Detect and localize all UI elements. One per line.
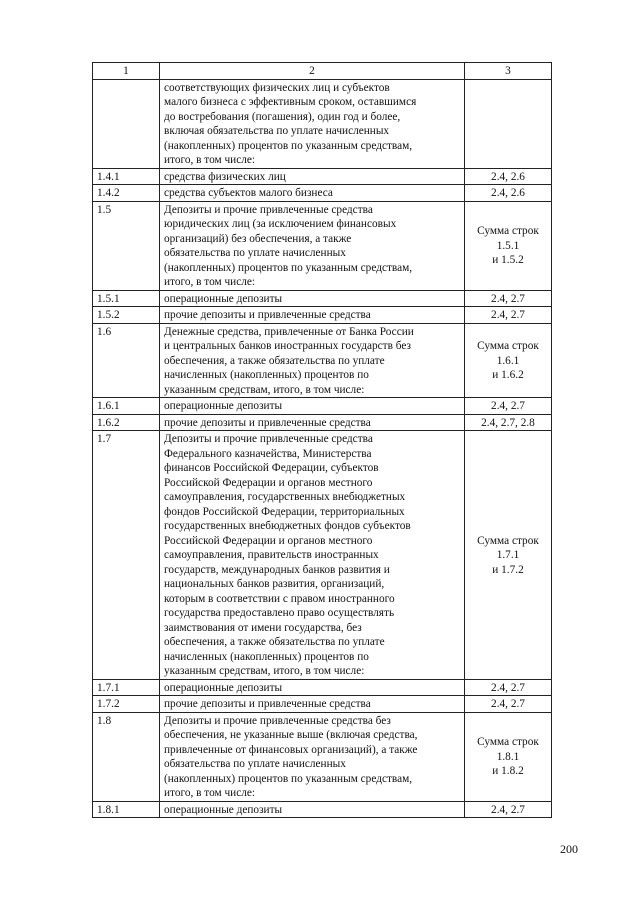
row-description: операционные депозиты bbox=[160, 679, 465, 696]
row-description: средства субъектов малого бизнеса bbox=[160, 185, 465, 202]
row-number bbox=[93, 79, 160, 168]
row-number: 1.7 bbox=[93, 431, 160, 680]
row-description: средства физических лиц bbox=[160, 168, 465, 185]
page-number: 200 bbox=[560, 842, 578, 856]
row-reference: 2.4, 2.6 bbox=[465, 168, 552, 185]
row-reference: Сумма строк 1.8.1 и 1.8.2 bbox=[465, 712, 552, 801]
row-description: Депозиты и прочие привлеченные средства Федерального казначейства, Министерства финансов Российской Федерации, субъектов Российской Федерации и органов местного самоуправления, государственных внебюджетных фондов Российской Федерации, территориальных государственных внебюджетных фондов субъектов Российской Федерации и органов местного самоуправления, правительств иностранных государств, международных банков развития и национальных банков развития, организаций, которым в соответствии с правом иностранного государства предоставлено право осуществлять заимствования от имени государства, без обеспечения, а также обязательства по уплате начисленных (накопленных) процентов по указанным средствам, итого, в том числе: bbox=[160, 431, 465, 680]
table-row bbox=[93, 79, 552, 168]
row-number: 1.8 bbox=[93, 712, 160, 801]
row-number: 1.6.2 bbox=[93, 414, 160, 431]
row-number: 1.5 bbox=[93, 201, 160, 290]
row-number: 1.6.1 bbox=[93, 398, 160, 415]
table-row bbox=[93, 307, 552, 324]
table-row bbox=[93, 801, 552, 818]
row-number: 1.7.1 bbox=[93, 679, 160, 696]
table-row bbox=[93, 696, 552, 713]
row-reference: 2.4, 2.7, 2.8 bbox=[465, 414, 552, 431]
table-row bbox=[93, 290, 552, 307]
row-reference: Сумма строк 1.6.1 и 1.6.2 bbox=[465, 323, 552, 398]
row-reference: 2.4, 2.7 bbox=[465, 696, 552, 713]
row-reference: 2.4, 2.7 bbox=[465, 307, 552, 324]
document-table bbox=[92, 62, 552, 818]
row-number: 1.5.1 bbox=[93, 290, 160, 307]
table-row bbox=[93, 398, 552, 415]
row-description: Денежные средства, привлеченные от Банка России и центральных банков иностранных государств без обеспечения, а также обязательства по уплате начисленных (накопленных) процентов по указанным средствам, итого, в том числе: bbox=[160, 323, 465, 398]
header-col-2: 2 bbox=[160, 63, 465, 80]
row-number: 1.5.2 bbox=[93, 307, 160, 324]
table-row bbox=[93, 323, 552, 398]
row-description: Депозиты и прочие привлеченные средства без обеспечения, не указанные выше (включая средства, привлеченные от финансовых организаций), а также обязательства по уплате начисленных (накопленных) процентов по указанным средствам, итого, в том числе: bbox=[160, 712, 465, 801]
row-description: Депозиты и прочие привлеченные средства юридических лиц (за исключением финансовых организаций) без обеспечения, а также обязательства по уплате начисленных (накопленных) процентов по указанным средствам, итого, в том числе: bbox=[160, 201, 465, 290]
row-description: операционные депозиты bbox=[160, 398, 465, 415]
table-row bbox=[93, 679, 552, 696]
row-number: 1.7.2 bbox=[93, 696, 160, 713]
row-description: прочие депозиты и привлеченные средства bbox=[160, 414, 465, 431]
row-reference: Сумма строк 1.5.1 и 1.5.2 bbox=[465, 201, 552, 290]
row-reference: Сумма строк 1.7.1 и 1.7.2 bbox=[465, 431, 552, 680]
row-description: прочие депозиты и привлеченные средства bbox=[160, 307, 465, 324]
row-reference bbox=[465, 79, 552, 168]
row-reference: 2.4, 2.6 bbox=[465, 185, 552, 202]
table-row bbox=[93, 431, 552, 680]
table-row bbox=[93, 168, 552, 185]
row-reference: 2.4, 2.7 bbox=[465, 679, 552, 696]
row-reference: 2.4, 2.7 bbox=[465, 801, 552, 818]
table-row bbox=[93, 185, 552, 202]
table-row bbox=[93, 712, 552, 801]
row-description: операционные депозиты bbox=[160, 290, 465, 307]
row-description: соответствующих физических лиц и субъектов малого бизнеса с эффективным сроком, оставшимся до востребования (погашения), один год и более, включая обязательства по уплате начисленных (накопленных) процентов по указанным средствам, итого, в том числе: bbox=[160, 79, 465, 168]
row-reference: 2.4, 2.7 bbox=[465, 290, 552, 307]
header-col-1: 1 bbox=[93, 63, 160, 80]
row-reference: 2.4, 2.7 bbox=[465, 398, 552, 415]
row-number: 1.4.2 bbox=[93, 185, 160, 202]
row-number: 1.4.1 bbox=[93, 168, 160, 185]
row-number: 1.6 bbox=[93, 323, 160, 398]
table-row bbox=[93, 201, 552, 290]
table-header-row bbox=[93, 63, 552, 80]
table-row bbox=[93, 414, 552, 431]
row-description: операционные депозиты bbox=[160, 801, 465, 818]
header-col-3: 3 bbox=[465, 63, 552, 80]
row-description: прочие депозиты и привлеченные средства bbox=[160, 696, 465, 713]
row-number: 1.8.1 bbox=[93, 801, 160, 818]
